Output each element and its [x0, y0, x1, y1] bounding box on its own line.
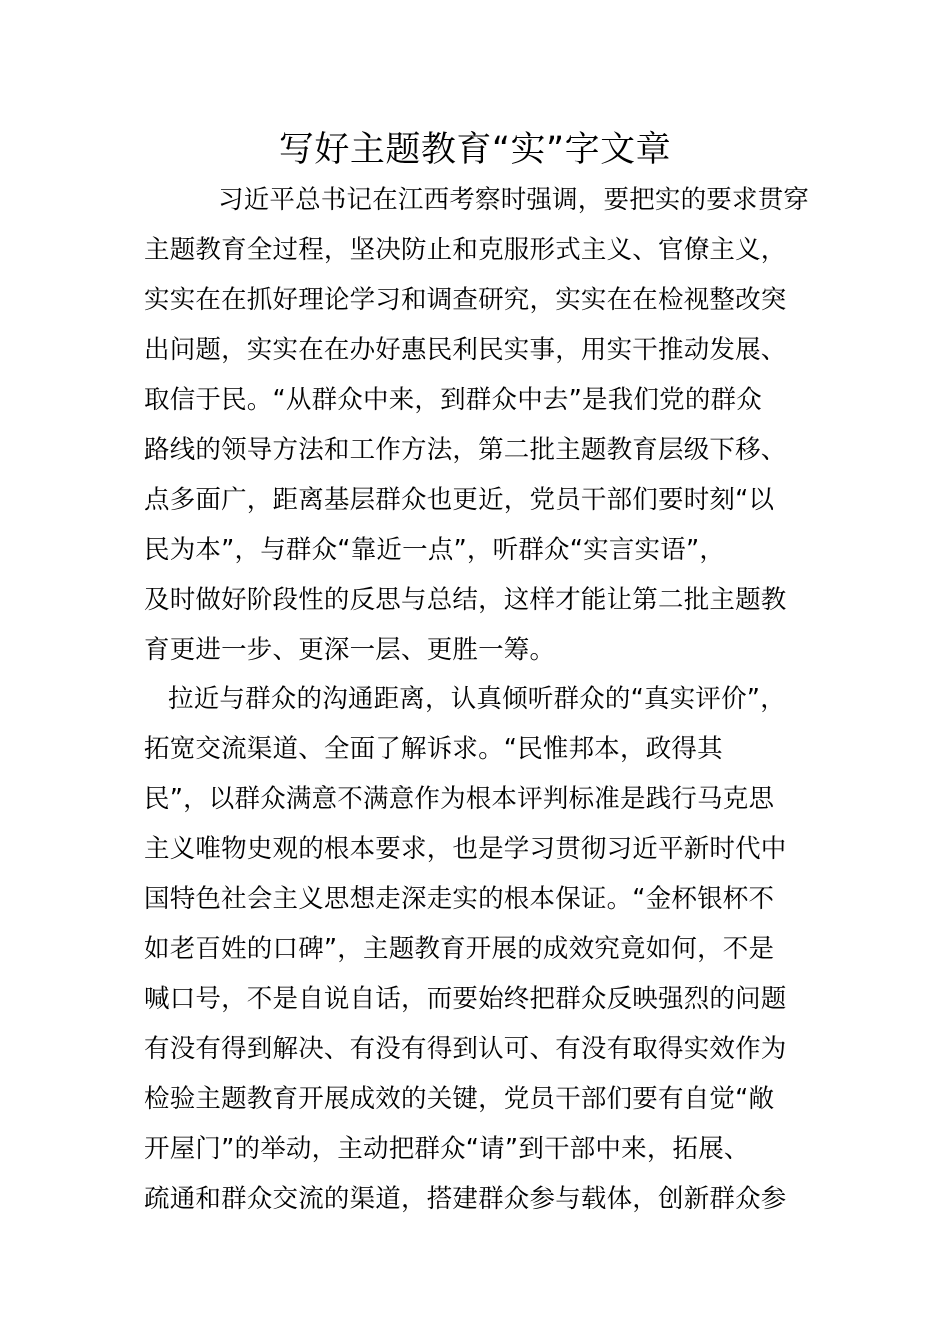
text-line: 出问题，实实在在办好惠民利民实事，用实干推动发展、	[144, 335, 787, 365]
text-line: 育更进一步、更深一层、更胜一筹。	[144, 635, 556, 665]
text-line: 开屋门”的举动，主动把群众“请”到干部中来，拓展、	[144, 1134, 750, 1164]
text-line: 习近平总书记在江西考察时强调，要把实的要求贯穿	[218, 185, 810, 215]
document-title: 写好主题教育“实”字文章	[278, 130, 672, 170]
text-line: 民”，以群众满意不满意作为根本评判标准是践行马克思	[144, 784, 775, 814]
text-line: 疏通和群众交流的渠道，搭建群众参与载体，创新群众参	[144, 1184, 787, 1214]
text-line: 拉近与群众的沟通距离，认真倾听群众的“真实评价”，	[168, 684, 786, 714]
paragraph-1	[144, 175, 824, 675]
text-line: 拓宽交流渠道、全面了解诉求。“民惟邦本，政得其	[144, 734, 723, 764]
text-line: 喊口号，不是自说自话，而要始终把群众反映强烈的问题	[144, 984, 787, 1014]
paragraph-2	[144, 674, 824, 1224]
text-line: 及时做好阶段性的反思与总结，这样才能让第二批主题教	[144, 585, 787, 615]
text-line: 点多面广，距离基层群众也更近，党员干部们要时刻“以	[144, 485, 775, 515]
text-line: 民为本”，与群众“靠近一点”，听群众“实言实语”，	[144, 535, 726, 565]
text-line: 检验主题教育开展成效的关键，党员干部们要有自觉“敞	[144, 1084, 775, 1114]
text-line: 如老百姓的口碑”，主题教育开展的成效究竟如何，不是	[144, 934, 775, 964]
text-line: 有没有得到解决、有没有得到认可、有没有取得实效作为	[144, 1034, 787, 1064]
text-line: 国特色社会主义思想走深走实的根本保证。“金杯银杯不	[144, 884, 775, 914]
text-line: 主题教育全过程，坚决防止和克服形式主义、官僚主义，	[144, 235, 787, 265]
text-line: 实实在在抓好理论学习和调查研究，实实在在检视整改突	[144, 285, 787, 315]
text-line: 取信于民。“从群众中来，到群众中去”是我们党的群众	[144, 385, 762, 415]
text-line: 主义唯物史观的根本要求，也是学习贯彻习近平新时代中	[144, 834, 787, 864]
text-line: 路线的领导方法和工作方法，第二批主题教育层级下移、	[144, 435, 787, 465]
